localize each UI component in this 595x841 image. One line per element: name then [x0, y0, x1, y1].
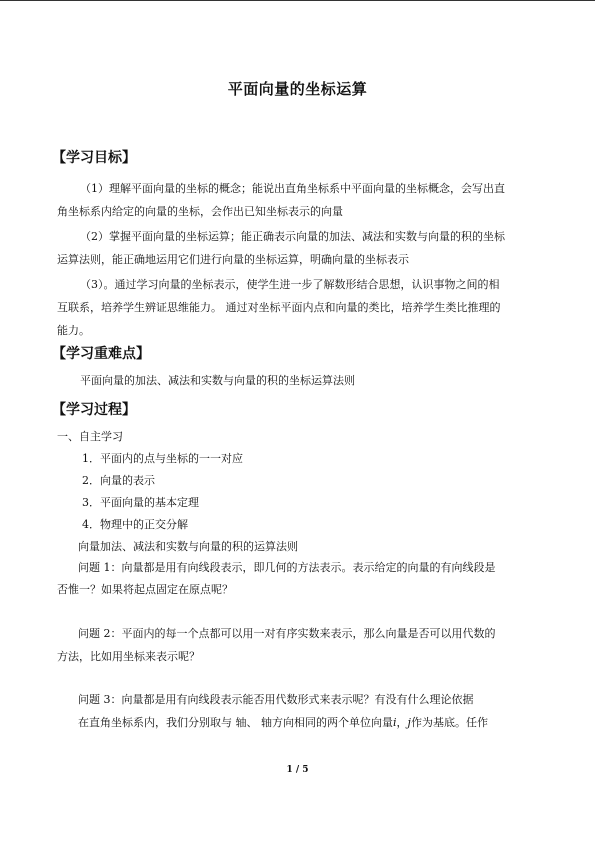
question-2-line-2: 方法，比如用坐标来表示呢？ [57, 650, 200, 663]
heading-process: 【学习过程】 [52, 402, 136, 418]
objective-1-line-1: （1）理解平面向量的坐标的概念；能说出直角坐标系中平面向量的坐标概念，会写出直 [80, 182, 505, 195]
objective-3 [80, 273, 500, 296]
unit-vector-i: i [393, 716, 397, 729]
objective-3-continued [57, 296, 501, 342]
key-points-text: 平面向量的加法、减法和实数与向量的积的坐标运算法则 [80, 374, 355, 387]
list-item-1: 1．平面内的点与坐标的一一对应 [82, 452, 243, 465]
objective-2-line-2: 运算法则，能正确地运用它们进行向量的坐标运算，明确向量的坐标表示 [57, 253, 409, 266]
top-border [0, 0, 595, 1]
list-item-3: 3．平面向量的基本定理 [82, 496, 199, 509]
question-1-line-2: 否惟一？如果将起点固定在原点呢？ [57, 583, 233, 596]
objective-2 [80, 225, 505, 248]
coordinate-line-text: 在直角坐标系内，我们分别取与 轴、 轴方向相同的两个单位向量 [78, 716, 393, 729]
vector-separator: ， [396, 716, 408, 729]
objective-3-line-3: 能力。 [57, 324, 90, 337]
question-2-line-1: 问题 2：平面内的每一个点都可以用一对有序实数来表示，那么向量是否可以用代数的 [78, 627, 496, 640]
coordinate-system-line [78, 711, 488, 734]
objective-2-line-1: （2）掌握平面向量的坐标运算；能正确表示向量的加法、减法和实数与向量的积的坐标 [80, 230, 505, 243]
objective-1-continued [57, 200, 343, 223]
objective-3-line-1: （3）。通过学习向量的坐标表示，使学生进一步了解数形结合思想，认识事物之间的相 [80, 278, 500, 291]
heading-key-points: 【学习重难点】 [52, 346, 150, 362]
section-self-study: 一、自主学习 [57, 430, 123, 443]
objective-2-continued [57, 248, 409, 271]
operation-rules-line: 向量加法、减法和实数与向量的积的运算法则 [78, 540, 298, 553]
coordinate-line-end: 作为基底。任作 [410, 716, 488, 729]
objective-1-line-2: 角坐标系内给定的向量的坐标，会作出已知坐标表示的向量 [57, 205, 343, 218]
list-item-4: 4．物理中的正交分解 [82, 518, 188, 531]
heading-objectives: 【学习目标】 [52, 150, 136, 166]
question-3: 问题 3：向量都是用有向线段表示能否用代数形式来表示呢？有没有什么理论依据 [78, 693, 474, 706]
list-item-2: 2．向量的表示 [82, 474, 155, 487]
page-number: 1 / 5 [286, 765, 309, 775]
question-1-line-1: 问题 1：向量都是用有向线段表示，即几何的方法表示。表示给定的向量的有向线段是 [78, 561, 496, 574]
objective-1 [80, 177, 505, 200]
page-title: 平面向量的坐标运算 [227, 80, 368, 98]
unit-vector-j: j [407, 716, 411, 729]
objective-3-line-2: 互联系，培养学生辨证思维能力。 通过对坐标平面内点和向量的类比，培养学生类比推理的 [57, 301, 501, 314]
